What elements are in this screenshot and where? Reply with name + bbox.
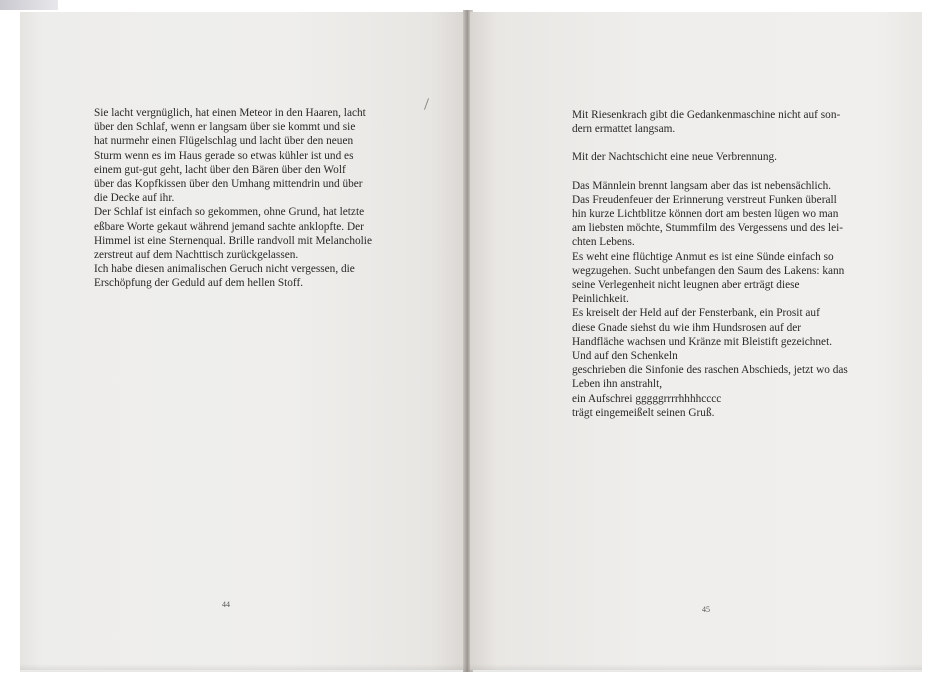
text-line: Und auf den Schenkeln bbox=[572, 350, 678, 363]
page-number-right: 45 bbox=[702, 605, 710, 614]
text-line: Leben ihn anstrahlt, bbox=[572, 378, 663, 391]
text-line: Mit der Nachtschicht eine neue Verbrennung. bbox=[572, 151, 777, 164]
text-line: geschrieben die Sinfonie des raschen Abschieds, jetzt wo das bbox=[572, 364, 848, 377]
text-line: Himmel ist eine Sternenqual. Brille randvoll mit Melancholie bbox=[94, 234, 372, 247]
text-line: Es kreiselt der Held auf der Fensterbank, ein Prosit auf bbox=[572, 307, 820, 320]
text-line: Mit Riesenkrach gibt die Gedankenmaschine nicht auf son- bbox=[572, 109, 841, 121]
text-line: hin kurze Lichtblitze können dort am besten lügen wo man bbox=[572, 208, 839, 221]
text-line: die Decke auf ihr. bbox=[94, 192, 175, 205]
text-line: Der Schlaf ist einfach so gekommen, ohne Grund, hat letzte bbox=[94, 206, 365, 219]
right-page-text bbox=[572, 108, 860, 420]
left-page bbox=[20, 12, 466, 670]
text-line: Das Freudenfeuer der Erinnerung verstreut Funken überall bbox=[572, 193, 837, 206]
text-line: Das Männlein brennt langsam aber das ist nebensächlich. bbox=[572, 179, 832, 192]
text-line: seine Verlegenheit nicht leugnen aber erträgt diese bbox=[572, 279, 800, 292]
text-line: Sie lacht vergnüglich, hat einen Meteor in den Haaren, lacht bbox=[94, 107, 366, 119]
right-page bbox=[470, 12, 922, 670]
text-line: diese Gnade siehst du wie ihm Hundsrosen auf der bbox=[572, 321, 802, 334]
text-line: eßbare Worte gekaut während jemand sachte anklopfte. Der bbox=[94, 220, 364, 233]
text-line: einem gut-gut geht, lacht über den Bären über den Wolf bbox=[94, 163, 346, 176]
text-line: Peinlichkeit. bbox=[572, 293, 629, 306]
left-page-text bbox=[94, 106, 384, 291]
text-line: Es weht eine flüchtige Anmut es ist eine Sünde einfach so bbox=[572, 250, 834, 263]
page-edge-shadow bbox=[20, 664, 922, 672]
text-line: wegzugehen. Sucht unbefangen den Saum des Lakens: kann bbox=[572, 264, 845, 277]
text-line: Ich habe diesen animalischen Geruch nicht vergessen, die bbox=[94, 263, 355, 276]
text-line: hat nurmehr einen Flügelschlag und lacht über den neuen bbox=[94, 135, 354, 148]
text-line: chten Lebens. bbox=[572, 236, 635, 249]
text-line: Handfläche wachsen und Kränze mit Bleistift gezeichnet. bbox=[572, 335, 833, 348]
text-line: trägt eingemeißelt seinen Gruß. bbox=[572, 406, 715, 419]
page-number-left: 44 bbox=[222, 600, 230, 609]
text-line: ein Aufschrei gggggrrrrhhhhcccc bbox=[572, 392, 722, 405]
scan-corner-mark bbox=[0, 0, 58, 10]
text-line: zerstreut auf dem Nachttisch zurückgelassen. bbox=[94, 249, 299, 262]
text-line: Sturm wenn es im Haus gerade so etwas kühler ist und es bbox=[94, 149, 354, 162]
text-line: über den Schlaf, wenn er langsam über sie kommt und sie bbox=[94, 121, 356, 134]
text-line: dern ermattet langsam. bbox=[572, 123, 676, 136]
pencil-mark bbox=[424, 98, 429, 110]
text-line: am liebsten möchte, Stummfilm des Vergessens und des lei- bbox=[572, 222, 843, 235]
text-line: Erschöpfung der Geduld auf dem hellen Stoff. bbox=[94, 277, 304, 290]
text-line: über das Kopfkissen über den Umhang mittendrin und über bbox=[94, 178, 363, 191]
